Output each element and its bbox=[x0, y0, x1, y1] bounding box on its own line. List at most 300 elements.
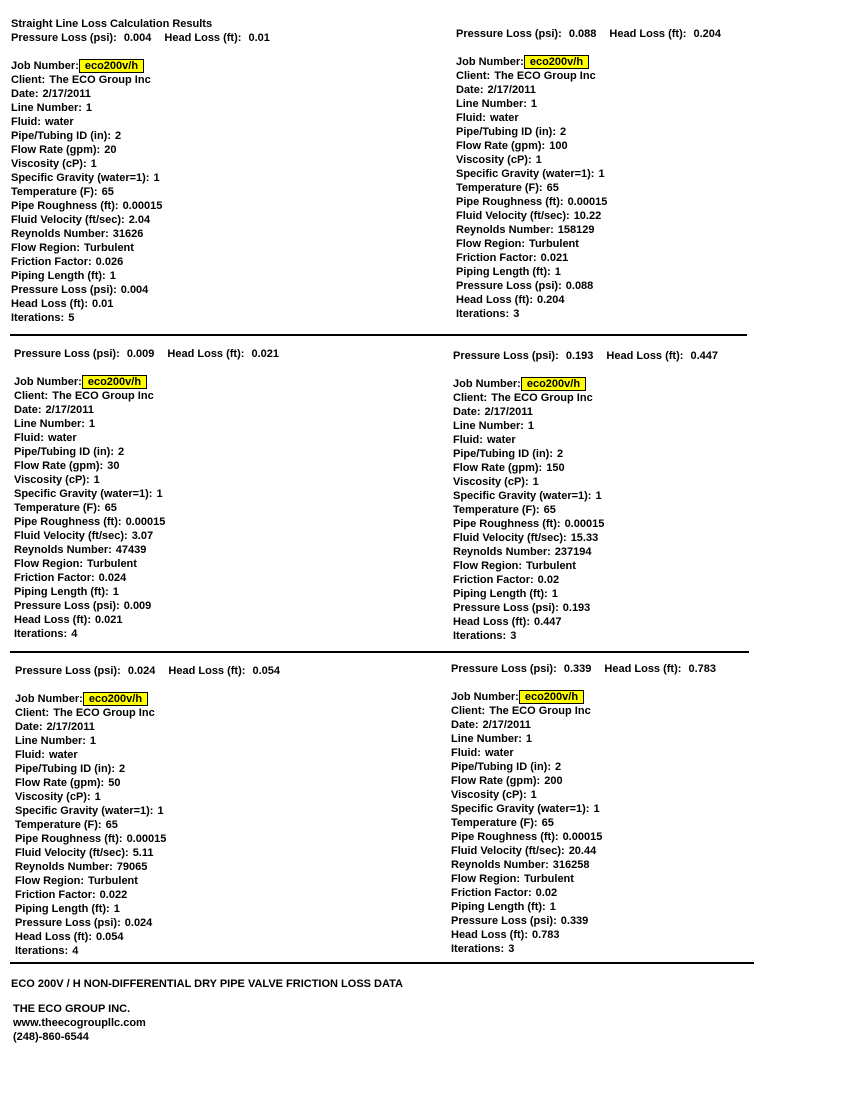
field-label: Line Number: bbox=[15, 735, 86, 747]
field-label: Piping Length (ft): bbox=[451, 901, 546, 913]
client-row bbox=[15, 706, 166, 720]
fluid-row bbox=[11, 115, 162, 129]
friction-factor-value: 0.022 bbox=[99, 889, 128, 901]
field-label: Line Number: bbox=[14, 418, 85, 430]
summary-pressure-value: 0.024 bbox=[127, 665, 156, 677]
piping-length-value: 1 bbox=[549, 901, 556, 913]
viscosity-value: 1 bbox=[94, 791, 101, 803]
field-label: Client: bbox=[11, 74, 46, 86]
flow-region-row bbox=[14, 557, 165, 571]
temperature-row bbox=[453, 503, 604, 517]
field-label: Flow Rate (gpm): bbox=[15, 777, 105, 789]
temperature-row bbox=[451, 816, 602, 830]
summary-line bbox=[456, 27, 721, 41]
field-label: Date: bbox=[14, 404, 42, 416]
job-number-value: eco200v/h bbox=[83, 692, 148, 706]
field-label: Fluid Velocity (ft/sec): bbox=[14, 530, 128, 542]
job-number-label: Job Number: bbox=[11, 60, 79, 72]
field-label: Reynolds Number: bbox=[15, 861, 113, 873]
fluid-value: water bbox=[484, 747, 514, 759]
iterations-value: 5 bbox=[68, 312, 75, 324]
field-list bbox=[14, 375, 165, 641]
pressure-loss-row bbox=[14, 599, 165, 613]
client-value: The ECO Group Inc bbox=[491, 392, 593, 404]
field-label: Reynolds Number: bbox=[453, 546, 551, 558]
flow-region-value: Turbulent bbox=[529, 238, 579, 250]
date-value: 2/17/2011 bbox=[484, 406, 533, 418]
date-value: 2/17/2011 bbox=[45, 404, 94, 416]
field-label: Reynolds Number: bbox=[456, 224, 554, 236]
pressure-loss-row bbox=[15, 916, 166, 930]
date-value: 2/17/2011 bbox=[46, 721, 95, 733]
roughness-value: 0.00015 bbox=[562, 831, 603, 843]
velocity-row bbox=[11, 213, 162, 227]
job-number-value: eco200v/h bbox=[79, 59, 144, 73]
line-number-value: 1 bbox=[525, 733, 533, 745]
summary-head-label: Head Loss (ft): bbox=[164, 32, 242, 44]
head-loss-value: 0.783 bbox=[532, 929, 560, 941]
piping-length-value: 1 bbox=[112, 586, 119, 598]
iterations-row bbox=[453, 629, 604, 643]
summary-pressure-value: 0.088 bbox=[568, 28, 597, 40]
summary-pressure-label: Pressure Loss (psi): bbox=[453, 350, 559, 362]
fluid-value: water bbox=[486, 434, 516, 446]
friction-factor-row bbox=[451, 886, 602, 900]
flow-region-row bbox=[11, 241, 162, 255]
line-number-row bbox=[453, 419, 604, 433]
date-value: 2/17/2011 bbox=[487, 84, 536, 96]
specific-gravity-value: 1 bbox=[157, 805, 164, 817]
field-label: Iterations: bbox=[453, 630, 507, 642]
summary-head-value: 0.783 bbox=[688, 663, 717, 675]
line-number-value: 1 bbox=[527, 420, 535, 432]
pipe-id-row bbox=[15, 762, 166, 776]
pipe-id-value: 2 bbox=[115, 130, 122, 142]
summary-pressure-value: 0.339 bbox=[563, 663, 592, 675]
viscosity-value: 1 bbox=[532, 476, 539, 488]
job-number-row bbox=[456, 55, 607, 69]
field-label: Temperature (F): bbox=[456, 182, 543, 194]
field-label: Flow Rate (gpm): bbox=[14, 460, 104, 472]
summary-head-label: Head Loss (ft): bbox=[168, 665, 246, 677]
specific-gravity-row bbox=[456, 167, 607, 181]
reynolds-value: 237194 bbox=[554, 546, 592, 558]
pipe-id-row bbox=[451, 760, 602, 774]
job-number-value: eco200v/h bbox=[519, 690, 584, 704]
piping-length-row bbox=[451, 900, 602, 914]
field-label: Specific Gravity (water=1): bbox=[456, 168, 595, 180]
field-label: Date: bbox=[451, 719, 479, 731]
pressure-loss-row bbox=[453, 601, 604, 615]
viscosity-row bbox=[14, 473, 165, 487]
field-label: Head Loss (ft): bbox=[15, 931, 92, 943]
field-label: Flow Region: bbox=[14, 558, 84, 570]
pipe-id-value: 2 bbox=[557, 448, 564, 460]
line-number-value: 1 bbox=[89, 735, 97, 747]
specific-gravity-row bbox=[15, 804, 166, 818]
field-label: Pipe Roughness (ft): bbox=[453, 518, 561, 530]
viscosity-row bbox=[15, 790, 166, 804]
line-number-value: 1 bbox=[85, 102, 93, 114]
client-row bbox=[456, 69, 607, 83]
field-label: Client: bbox=[451, 705, 486, 717]
summary-pressure-label: Pressure Loss (psi): bbox=[14, 348, 120, 360]
summary-head-label: Head Loss (ft): bbox=[609, 28, 687, 40]
field-label: Flow Rate (gpm): bbox=[453, 462, 543, 474]
viscosity-row bbox=[11, 157, 162, 171]
date-row bbox=[456, 83, 607, 97]
field-label: Head Loss (ft): bbox=[456, 294, 533, 306]
roughness-row bbox=[15, 832, 166, 846]
iterations-value: 4 bbox=[72, 945, 79, 957]
client-row bbox=[453, 391, 604, 405]
friction-factor-value: 0.02 bbox=[537, 574, 560, 586]
field-list bbox=[11, 59, 162, 325]
flow-rate-row bbox=[451, 774, 602, 788]
reynolds-value: 316258 bbox=[552, 859, 590, 871]
piping-length-row bbox=[456, 265, 607, 279]
field-label: Fluid: bbox=[15, 749, 45, 761]
velocity-value: 20.44 bbox=[568, 845, 597, 857]
piping-length-row bbox=[453, 587, 604, 601]
viscosity-value: 1 bbox=[93, 474, 100, 486]
job-number-value: eco200v/h bbox=[521, 377, 586, 391]
line-number-row bbox=[451, 732, 602, 746]
field-label: Pipe Roughness (ft): bbox=[14, 516, 122, 528]
field-label: Piping Length (ft): bbox=[14, 586, 109, 598]
reynolds-row bbox=[11, 227, 162, 241]
pressure-loss-value: 0.004 bbox=[120, 284, 149, 296]
viscosity-value: 1 bbox=[530, 789, 537, 801]
roughness-value: 0.00015 bbox=[126, 833, 167, 845]
flow-rate-row bbox=[453, 461, 604, 475]
field-label: Flow Region: bbox=[15, 875, 85, 887]
pipe-id-row bbox=[456, 125, 607, 139]
reynolds-value: 47439 bbox=[115, 544, 147, 556]
field-label: Temperature (F): bbox=[11, 186, 98, 198]
field-label: Pipe Roughness (ft): bbox=[11, 200, 119, 212]
roughness-value: 0.00015 bbox=[567, 196, 608, 208]
summary-head-label: Head Loss (ft): bbox=[167, 348, 245, 360]
iterations-value: 3 bbox=[510, 630, 517, 642]
field-label: Specific Gravity (water=1): bbox=[15, 805, 154, 817]
job-number-row bbox=[451, 690, 602, 704]
iterations-row bbox=[456, 307, 607, 321]
pipe-id-value: 2 bbox=[118, 446, 125, 458]
velocity-value: 5.11 bbox=[132, 847, 154, 859]
flow-region-row bbox=[453, 559, 604, 573]
flow-region-value: Turbulent bbox=[87, 558, 137, 570]
flow-region-row bbox=[15, 874, 166, 888]
field-label: Piping Length (ft): bbox=[453, 588, 548, 600]
head-loss-row bbox=[453, 615, 604, 629]
field-label: Temperature (F): bbox=[451, 817, 538, 829]
summary-line bbox=[11, 31, 270, 45]
friction-factor-value: 0.021 bbox=[540, 252, 569, 264]
flow-region-row bbox=[456, 237, 607, 251]
roughness-value: 0.00015 bbox=[125, 516, 166, 528]
field-label: Fluid: bbox=[453, 434, 483, 446]
section-divider bbox=[10, 334, 747, 336]
temperature-row bbox=[14, 501, 165, 515]
field-label: Iterations: bbox=[15, 945, 69, 957]
roughness-value: 0.00015 bbox=[122, 200, 163, 212]
head-loss-row bbox=[451, 928, 602, 942]
job-number-value: eco200v/h bbox=[524, 55, 589, 69]
pipe-id-row bbox=[453, 447, 604, 461]
flow-rate-row bbox=[14, 459, 165, 473]
summary-head-value: 0.204 bbox=[693, 28, 722, 40]
field-label: Line Number: bbox=[456, 98, 527, 110]
field-label: Fluid Velocity (ft/sec): bbox=[11, 214, 125, 226]
field-label: Date: bbox=[11, 88, 39, 100]
field-label: Line Number: bbox=[453, 420, 524, 432]
iterations-row bbox=[451, 942, 602, 956]
velocity-value: 3.07 bbox=[131, 530, 154, 542]
job-number-row bbox=[453, 377, 604, 391]
footer-caption: ECO 200V / H NON-DIFFERENTIAL DRY PIPE VALVE FRICTION LOSS DATA bbox=[11, 978, 403, 990]
client-value: The ECO Group Inc bbox=[489, 705, 591, 717]
client-row bbox=[11, 73, 162, 87]
iterations-row bbox=[14, 627, 165, 641]
field-label: Friction Factor: bbox=[14, 572, 95, 584]
velocity-value: 2.04 bbox=[128, 214, 151, 226]
field-label: Flow Region: bbox=[451, 873, 521, 885]
field-label: Iterations: bbox=[456, 308, 510, 320]
velocity-row bbox=[451, 844, 602, 858]
piping-length-row bbox=[15, 902, 166, 916]
pressure-loss-value: 0.339 bbox=[560, 915, 589, 927]
field-label: Flow Rate (gpm): bbox=[451, 775, 541, 787]
date-row bbox=[453, 405, 604, 419]
specific-gravity-row bbox=[453, 489, 604, 503]
summary-head-label: Head Loss (ft): bbox=[606, 350, 684, 362]
job-number-label: Job Number: bbox=[453, 378, 521, 390]
summary-line bbox=[451, 662, 716, 676]
temperature-value: 65 bbox=[546, 182, 559, 194]
field-label: Specific Gravity (water=1): bbox=[14, 488, 153, 500]
pipe-id-value: 2 bbox=[555, 761, 562, 773]
summary-pressure-value: 0.193 bbox=[565, 350, 594, 362]
fluid-value: water bbox=[47, 432, 77, 444]
client-value: The ECO Group Inc bbox=[52, 390, 154, 402]
specific-gravity-value: 1 bbox=[598, 168, 605, 180]
temperature-value: 65 bbox=[104, 502, 117, 514]
summary-pressure-value: 0.009 bbox=[126, 348, 155, 360]
head-loss-row bbox=[14, 613, 165, 627]
field-label: Pipe Roughness (ft): bbox=[15, 833, 123, 845]
field-list bbox=[456, 55, 607, 321]
field-label: Head Loss (ft): bbox=[451, 929, 528, 941]
roughness-row bbox=[11, 199, 162, 213]
field-label: Client: bbox=[453, 392, 488, 404]
client-value: The ECO Group Inc bbox=[53, 707, 155, 719]
flow-rate-value: 50 bbox=[108, 777, 121, 789]
field-label: Fluid: bbox=[451, 747, 481, 759]
specific-gravity-row bbox=[14, 487, 165, 501]
pipe-id-row bbox=[14, 445, 165, 459]
field-label: Line Number: bbox=[451, 733, 522, 745]
summary-pressure-label: Pressure Loss (psi): bbox=[15, 665, 121, 677]
summary-pressure-value: 0.004 bbox=[123, 32, 152, 44]
field-label: Fluid: bbox=[456, 112, 486, 124]
field-label: Pressure Loss (psi): bbox=[456, 280, 562, 292]
date-row bbox=[11, 87, 162, 101]
viscosity-row bbox=[456, 153, 607, 167]
job-number-label: Job Number: bbox=[451, 691, 519, 703]
pressure-loss-row bbox=[456, 279, 607, 293]
field-label: Fluid Velocity (ft/sec): bbox=[15, 847, 129, 859]
field-label: Pressure Loss (psi): bbox=[453, 602, 559, 614]
summary-head-value: 0.447 bbox=[690, 350, 719, 362]
head-loss-value: 0.01 bbox=[92, 298, 114, 310]
friction-factor-value: 0.02 bbox=[535, 887, 558, 899]
velocity-row bbox=[456, 209, 607, 223]
piping-length-row bbox=[11, 269, 162, 283]
field-list bbox=[453, 377, 604, 643]
fluid-row bbox=[453, 433, 604, 447]
temperature-value: 65 bbox=[101, 186, 114, 198]
field-label: Piping Length (ft): bbox=[11, 270, 106, 282]
summary-head-value: 0.054 bbox=[252, 665, 281, 677]
flow-rate-row bbox=[456, 139, 607, 153]
piping-length-value: 1 bbox=[554, 266, 561, 278]
velocity-value: 15.33 bbox=[570, 532, 599, 544]
field-label: Viscosity (cP): bbox=[14, 474, 90, 486]
flow-region-value: Turbulent bbox=[526, 560, 576, 572]
date-row bbox=[15, 720, 166, 734]
job-number-value: eco200v/h bbox=[82, 375, 147, 389]
temperature-value: 65 bbox=[543, 504, 556, 516]
iterations-value: 3 bbox=[508, 943, 515, 955]
client-value: The ECO Group Inc bbox=[494, 70, 596, 82]
pressure-loss-value: 0.009 bbox=[123, 600, 152, 612]
summary-line bbox=[453, 349, 718, 363]
fluid-row bbox=[456, 111, 607, 125]
date-value: 2/17/2011 bbox=[482, 719, 531, 731]
field-label: Reynolds Number: bbox=[11, 228, 109, 240]
roughness-row bbox=[453, 517, 604, 531]
reynolds-value: 31626 bbox=[112, 228, 144, 240]
field-label: Friction Factor: bbox=[15, 889, 96, 901]
footer-phone: (248)-860-6544 bbox=[13, 1031, 89, 1043]
field-label: Fluid: bbox=[11, 116, 41, 128]
field-label: Viscosity (cP): bbox=[456, 154, 532, 166]
reynolds-row bbox=[15, 860, 166, 874]
head-loss-value: 0.447 bbox=[534, 616, 562, 628]
field-label: Temperature (F): bbox=[14, 502, 101, 514]
report-title: Straight Line Loss Calculation Results bbox=[11, 18, 213, 30]
field-label: Date: bbox=[15, 721, 43, 733]
field-label: Pressure Loss (psi): bbox=[451, 915, 557, 927]
field-label: Fluid Velocity (ft/sec): bbox=[453, 532, 567, 544]
field-label: Flow Rate (gpm): bbox=[11, 144, 101, 156]
flow-region-value: Turbulent bbox=[524, 873, 574, 885]
field-label: Viscosity (cP): bbox=[451, 789, 527, 801]
flow-rate-row bbox=[15, 776, 166, 790]
field-label: Pipe/Tubing ID (in): bbox=[451, 761, 551, 773]
field-label: Specific Gravity (water=1): bbox=[453, 490, 592, 502]
client-row bbox=[14, 389, 165, 403]
field-label: Pipe/Tubing ID (in): bbox=[15, 763, 115, 775]
summary-line bbox=[15, 664, 280, 678]
line-number-value: 1 bbox=[88, 418, 96, 430]
line-number-value: 1 bbox=[530, 98, 538, 110]
head-loss-value: 0.204 bbox=[537, 294, 565, 306]
field-label: Flow Region: bbox=[11, 242, 81, 254]
job-number-label: Job Number: bbox=[14, 376, 82, 388]
field-label: Friction Factor: bbox=[453, 574, 534, 586]
flow-rate-value: 100 bbox=[549, 140, 568, 152]
field-label: Viscosity (cP): bbox=[11, 158, 87, 170]
flow-rate-value: 150 bbox=[546, 462, 565, 474]
field-label: Pressure Loss (psi): bbox=[14, 600, 120, 612]
flow-rate-value: 200 bbox=[544, 775, 563, 787]
field-label: Fluid Velocity (ft/sec): bbox=[451, 845, 565, 857]
job-number-row bbox=[11, 59, 162, 73]
summary-head-value: 0.021 bbox=[251, 348, 280, 360]
piping-length-row bbox=[14, 585, 165, 599]
field-label: Reynolds Number: bbox=[14, 544, 112, 556]
field-label: Date: bbox=[456, 84, 484, 96]
head-loss-row bbox=[11, 297, 162, 311]
fluid-row bbox=[451, 746, 602, 760]
pressure-loss-value: 0.088 bbox=[565, 280, 594, 292]
velocity-row bbox=[453, 531, 604, 545]
summary-pressure-label: Pressure Loss (psi): bbox=[11, 32, 117, 44]
client-value: The ECO Group Inc bbox=[49, 74, 151, 86]
summary-pressure-label: Pressure Loss (psi): bbox=[451, 663, 557, 675]
specific-gravity-value: 1 bbox=[593, 803, 600, 815]
field-label: Pipe/Tubing ID (in): bbox=[14, 446, 114, 458]
flow-region-row bbox=[451, 872, 602, 886]
temperature-row bbox=[15, 818, 166, 832]
reynolds-row bbox=[14, 543, 165, 557]
specific-gravity-value: 1 bbox=[156, 488, 163, 500]
fluid-row bbox=[14, 431, 165, 445]
job-number-row bbox=[14, 375, 165, 389]
flow-region-value: Turbulent bbox=[88, 875, 138, 887]
reynolds-row bbox=[453, 545, 604, 559]
roughness-row bbox=[451, 830, 602, 844]
section-divider bbox=[10, 962, 754, 964]
field-label: Specific Gravity (water=1): bbox=[11, 172, 150, 184]
head-loss-value: 0.021 bbox=[95, 614, 123, 626]
friction-factor-row bbox=[453, 573, 604, 587]
friction-factor-value: 0.026 bbox=[95, 256, 124, 268]
temperature-row bbox=[456, 181, 607, 195]
pipe-id-value: 2 bbox=[560, 126, 567, 138]
field-label: Pipe Roughness (ft): bbox=[456, 196, 564, 208]
viscosity-row bbox=[451, 788, 602, 802]
temperature-value: 65 bbox=[105, 819, 118, 831]
fluid-value: water bbox=[489, 112, 519, 124]
piping-length-value: 1 bbox=[113, 903, 120, 915]
fluid-row bbox=[15, 748, 166, 762]
iterations-value: 4 bbox=[71, 628, 78, 640]
field-label: Head Loss (ft): bbox=[11, 298, 88, 310]
field-label: Iterations: bbox=[11, 312, 65, 324]
field-list bbox=[15, 692, 166, 958]
field-label: Flow Region: bbox=[453, 560, 523, 572]
field-label: Head Loss (ft): bbox=[14, 614, 91, 626]
velocity-row bbox=[15, 846, 166, 860]
date-value: 2/17/2011 bbox=[42, 88, 91, 100]
specific-gravity-value: 1 bbox=[153, 172, 160, 184]
field-label: Temperature (F): bbox=[15, 819, 102, 831]
field-label: Reynolds Number: bbox=[451, 859, 549, 871]
field-label: Viscosity (cP): bbox=[453, 476, 529, 488]
